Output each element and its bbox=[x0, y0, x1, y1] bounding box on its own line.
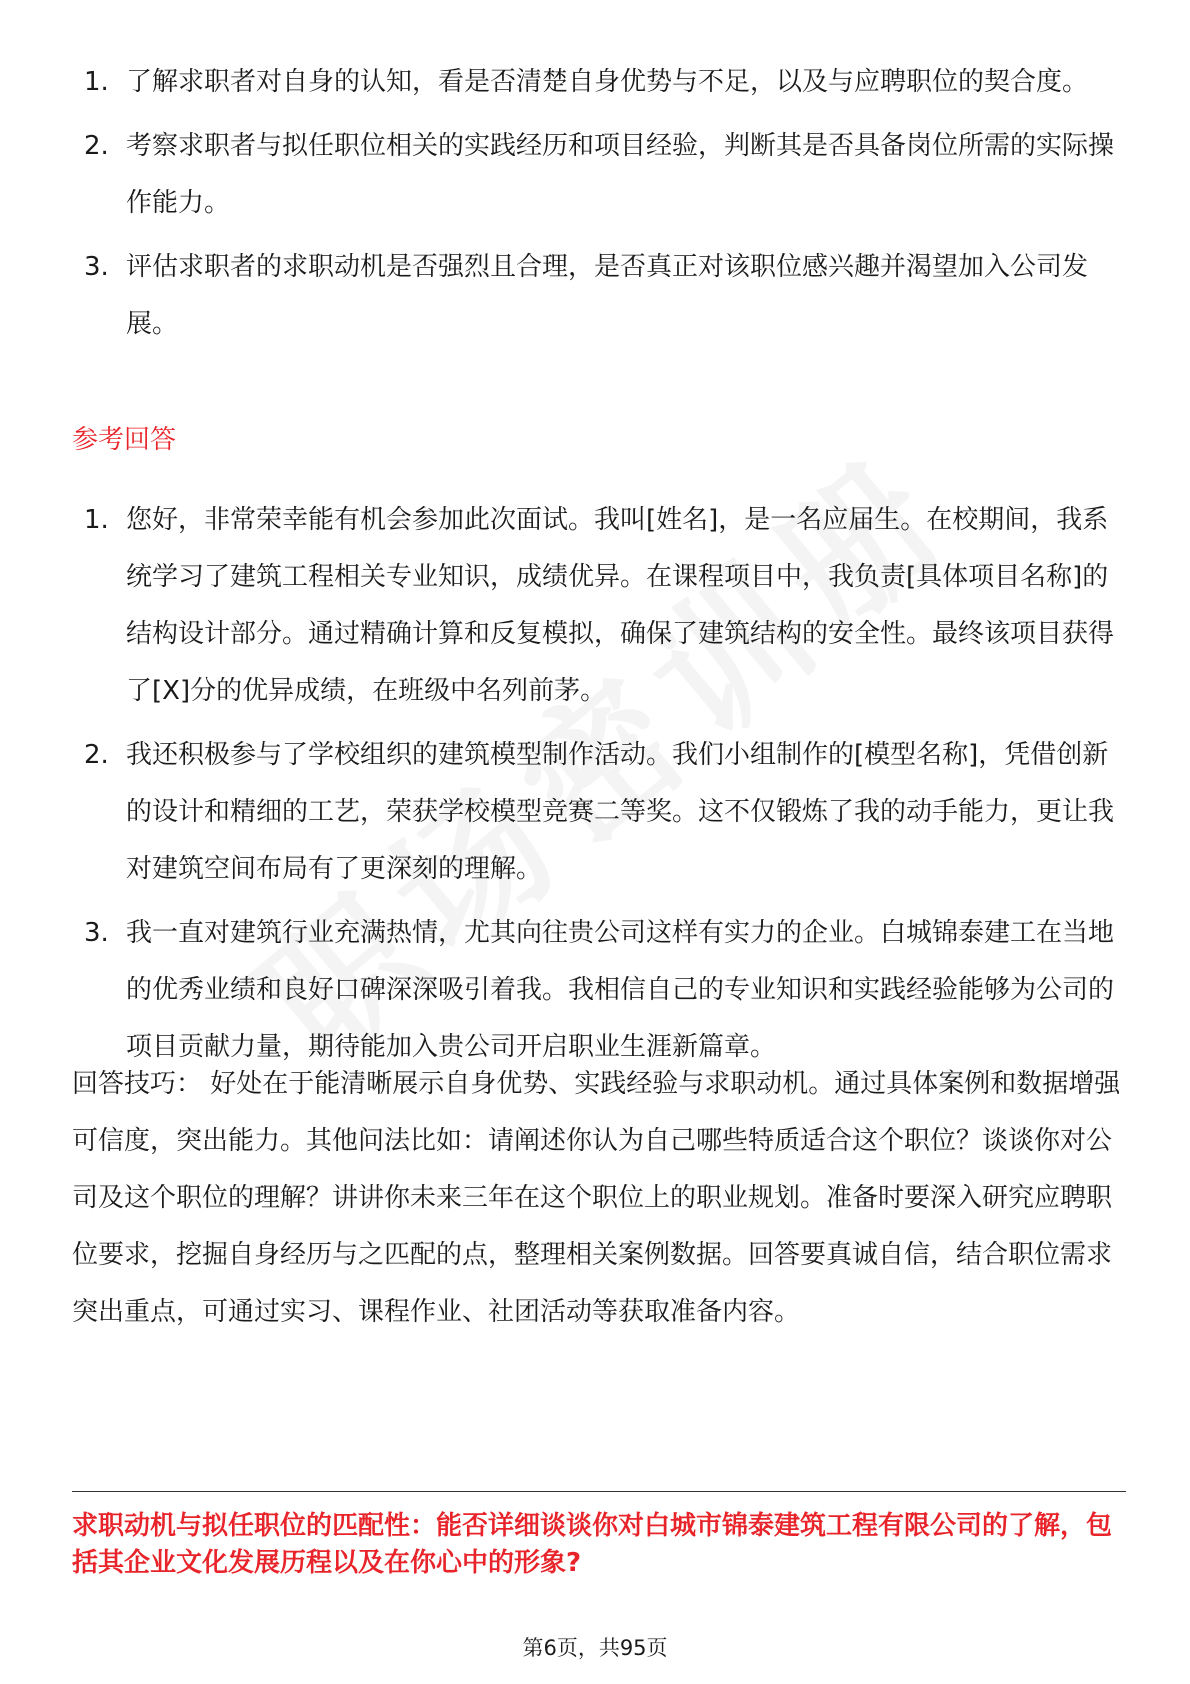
intent-list bbox=[0, 54, 1190, 353]
list-item bbox=[0, 492, 1190, 720]
list-text: 您好，非常荣幸能有机会参加此次面试。我叫[姓名]，是一名应届生。在校期间，我系统学习了建筑工程相关专业知识，成绩优异。在课程项目中，我负责[具体项目名称]的结构设计部分。通过精确计算和反复模拟，确保了建筑结构的安全性。最终该项目获得了[X]分的优异成绩，在班级中名列前茅。 bbox=[126, 505, 1115, 706]
list-item bbox=[0, 54, 1190, 111]
list-text: 考察求职者与拟任职位相关的实践经历和项目经验，判断其是否具备岗位所需的实际操作能力。 bbox=[126, 131, 1115, 218]
list-item bbox=[0, 118, 1190, 232]
list-number: 1. bbox=[84, 505, 109, 535]
list-number: 2. bbox=[84, 131, 109, 161]
list-text: 我一直对建筑行业充满热情，尤其向往贵公司这样有实力的企业。白城锦泰建工在当地的优秀业绩和良好口碑深深吸引着我。我相信自己的专业知识和实践经验能够为公司的项目贡献力量，期待能加入贵公司开启职业生涯新篇章。 bbox=[126, 918, 1115, 1062]
next-question-title: 求职动机与拟任职位的匹配性：能否详细谈谈你对白城市锦泰建筑工程有限公司的了解，包括其企业文化发展历程以及在你心中的形象? bbox=[72, 1511, 1113, 1578]
list-text: 我还积极参与了学校组织的建筑模型制作活动。我们小组制作的[模型名称]，凭借创新的设计和精细的工艺，荣获学校模型竞赛二等奖。这不仅锻炼了我的动手能力，更让我对建筑空间布局有了更深刻的理解。 bbox=[126, 740, 1115, 884]
answer-tips: 回答技巧： 好处在于能清晰展示自身优势、实践经验与求职动机。通过具体案例和数据增强可信度，突出能力。其他问法比如：请阐述你认为自己哪些特质适合这个职位？谈谈你对公司及这个职位的理解？讲讲你未来三年在这个职位上的职业规划。准备时要深入研究应聘职位要求，挖掘自身经历与之匹配的点，整理相关案例数据。回答要真诚自信，结合职位需求突出重点，可通过实习、课程作业、社团活动等获取准备内容。 bbox=[72, 1069, 1121, 1327]
answer-list bbox=[0, 492, 1190, 1076]
list-text: 评估求职者的求职动机是否强烈且合理，是否真正对该职位感兴趣并渴望加入公司发展。 bbox=[126, 252, 1089, 339]
list-number: 1. bbox=[84, 67, 109, 97]
list-item bbox=[0, 239, 1190, 353]
reference-answer-heading: 参考回答 bbox=[72, 425, 177, 455]
page-number: 第6页，共95页 bbox=[522, 1636, 668, 1660]
list-number: 3. bbox=[84, 252, 109, 282]
list-text: 了解求职者对自身的认知，看是否清楚自身优势与不足，以及与应聘职位的契合度。 bbox=[126, 67, 1089, 97]
list-number: 2. bbox=[84, 740, 109, 770]
section-divider bbox=[72, 1491, 1126, 1492]
list-item bbox=[0, 727, 1190, 898]
list-number: 3. bbox=[84, 918, 109, 948]
list-item bbox=[0, 905, 1190, 1076]
